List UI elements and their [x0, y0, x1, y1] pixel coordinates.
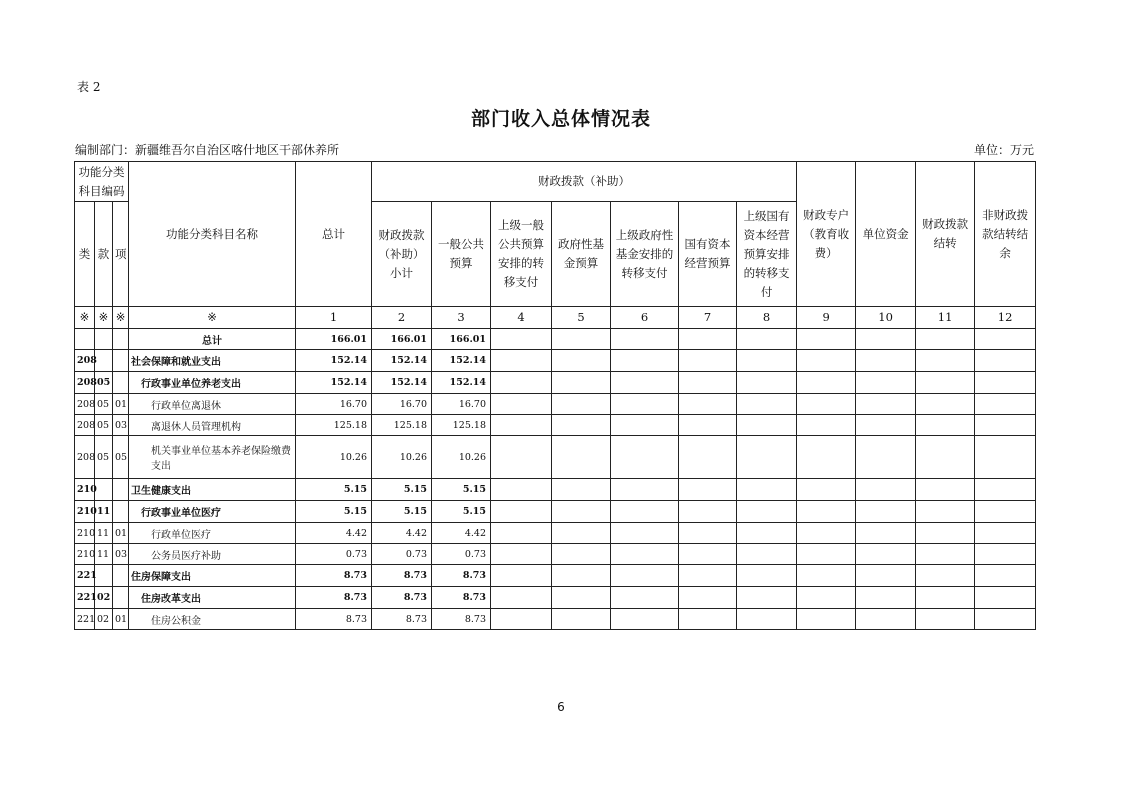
empty-cell: [491, 479, 552, 501]
code-lei-cell: 221: [75, 587, 95, 609]
code-lei-cell: 221: [75, 609, 95, 630]
empty-cell: [916, 501, 975, 523]
empty-cell: [856, 565, 916, 587]
empty-cell: [552, 565, 611, 587]
item-name-cell: 住房改革支出: [129, 587, 296, 609]
fiscal-subtotal-cell: 5.15: [372, 501, 432, 523]
marker-cell: 7: [679, 307, 737, 329]
empty-cell: [797, 501, 856, 523]
empty-cell: [737, 394, 797, 415]
empty-cell: [737, 350, 797, 372]
empty-cell: [916, 394, 975, 415]
header-lei: 类: [75, 202, 95, 307]
empty-cell: [916, 479, 975, 501]
table-row: [75, 587, 1036, 609]
header-fiscal-group: 财政拨款（补助）: [372, 162, 797, 202]
code-kuan-cell: [95, 479, 113, 501]
empty-cell: [679, 350, 737, 372]
marker-row: [75, 307, 1036, 329]
code-lei-cell: 210: [75, 479, 95, 501]
table-label: 表 2: [77, 80, 101, 94]
empty-cell: [679, 501, 737, 523]
code-kuan-cell: 05: [95, 436, 113, 479]
empty-cell: [916, 587, 975, 609]
empty-cell: [856, 415, 916, 436]
fiscal-subtotal-cell: 8.73: [372, 587, 432, 609]
header-col12: 非财政拨款结转结余: [975, 162, 1036, 307]
general-budget-cell: 0.73: [432, 544, 491, 565]
empty-cell: [856, 350, 916, 372]
fiscal-subtotal-cell: 152.14: [372, 372, 432, 394]
code-lei-cell: 208: [75, 350, 95, 372]
empty-cell: [856, 523, 916, 544]
empty-cell: [737, 479, 797, 501]
total-cell: 16.70: [296, 394, 372, 415]
table-row: [75, 501, 1036, 523]
item-name-cell: 住房公积金: [129, 609, 296, 630]
empty-cell: [491, 436, 552, 479]
empty-cell: [611, 609, 679, 630]
fiscal-subtotal-cell: 4.42: [372, 523, 432, 544]
code-kuan-cell: [95, 565, 113, 587]
general-budget-cell: 8.73: [432, 609, 491, 630]
marker-cell: ※: [113, 307, 129, 329]
marker-cell: ※: [129, 307, 296, 329]
code-xiang-cell: 03: [113, 415, 129, 436]
total-cell: 4.42: [296, 523, 372, 544]
fiscal-subtotal-cell: 125.18: [372, 415, 432, 436]
empty-cell: [916, 329, 975, 350]
table-row: [75, 372, 1036, 394]
general-budget-cell: 166.01: [432, 329, 491, 350]
general-budget-cell: 8.73: [432, 587, 491, 609]
general-budget-cell: 8.73: [432, 565, 491, 587]
empty-cell: [797, 479, 856, 501]
empty-cell: [679, 415, 737, 436]
item-name-cell: 总计: [129, 329, 296, 350]
empty-cell: [679, 394, 737, 415]
empty-cell: [679, 436, 737, 479]
marker-cell: 9: [797, 307, 856, 329]
empty-cell: [856, 394, 916, 415]
empty-cell: [737, 587, 797, 609]
empty-cell: [552, 394, 611, 415]
empty-cell: [737, 372, 797, 394]
header-col3: 一般公共预算: [432, 202, 491, 307]
code-xiang-cell: [113, 329, 129, 350]
code-kuan-cell: 05: [95, 394, 113, 415]
fiscal-subtotal-cell: 10.26: [372, 436, 432, 479]
general-budget-cell: 4.42: [432, 523, 491, 544]
item-name-cell: 行政事业单位养老支出: [129, 372, 296, 394]
marker-cell: 5: [552, 307, 611, 329]
code-kuan-cell: 11: [95, 544, 113, 565]
table-row: [75, 565, 1036, 587]
empty-cell: [975, 544, 1036, 565]
empty-cell: [491, 350, 552, 372]
code-lei-cell: [75, 329, 95, 350]
empty-cell: [737, 565, 797, 587]
code-kuan-cell: 05: [95, 372, 113, 394]
code-xiang-cell: [113, 501, 129, 523]
empty-cell: [856, 329, 916, 350]
empty-cell: [797, 523, 856, 544]
header-col9: 财政专户（教育收费）: [797, 162, 856, 307]
header-name: 功能分类科目名称: [129, 162, 296, 307]
empty-cell: [611, 329, 679, 350]
empty-cell: [611, 415, 679, 436]
item-name-cell: 行政单位离退休: [129, 394, 296, 415]
empty-cell: [491, 544, 552, 565]
empty-cell: [611, 544, 679, 565]
general-budget-cell: 152.14: [432, 350, 491, 372]
empty-cell: [552, 544, 611, 565]
code-lei-cell: 221: [75, 565, 95, 587]
header-col11: 财政拨款结转: [916, 162, 975, 307]
table-body: [75, 329, 1036, 630]
total-cell: 5.15: [296, 501, 372, 523]
empty-cell: [679, 565, 737, 587]
empty-cell: [856, 609, 916, 630]
empty-cell: [552, 479, 611, 501]
empty-cell: [797, 394, 856, 415]
table-row: [75, 415, 1036, 436]
header-total: 总计: [296, 162, 372, 307]
empty-cell: [552, 350, 611, 372]
empty-cell: [679, 523, 737, 544]
code-lei-cell: 208: [75, 436, 95, 479]
empty-cell: [797, 565, 856, 587]
empty-cell: [856, 479, 916, 501]
empty-cell: [797, 350, 856, 372]
code-kuan-cell: 11: [95, 523, 113, 544]
empty-cell: [975, 436, 1036, 479]
item-name-cell: 住房保障支出: [129, 565, 296, 587]
header-col5: 政府性基金预算: [552, 202, 611, 307]
header-kuan: 款: [95, 202, 113, 307]
code-lei-cell: 210: [75, 523, 95, 544]
empty-cell: [856, 501, 916, 523]
total-cell: 125.18: [296, 415, 372, 436]
code-lei-cell: 208: [75, 415, 95, 436]
code-xiang-cell: 01: [113, 523, 129, 544]
item-name-cell: 行政事业单位医疗: [129, 501, 296, 523]
code-kuan-cell: 02: [95, 609, 113, 630]
code-xiang-cell: [113, 565, 129, 587]
total-cell: 152.14: [296, 350, 372, 372]
general-budget-cell: 16.70: [432, 394, 491, 415]
marker-cell: 2: [372, 307, 432, 329]
marker-cell: 11: [916, 307, 975, 329]
empty-cell: [797, 436, 856, 479]
empty-cell: [975, 523, 1036, 544]
empty-cell: [975, 329, 1036, 350]
empty-cell: [975, 394, 1036, 415]
marker-cell: 3: [432, 307, 491, 329]
item-name-cell: 社会保障和就业支出: [129, 350, 296, 372]
empty-cell: [611, 479, 679, 501]
empty-cell: [737, 501, 797, 523]
table-row: [75, 479, 1036, 501]
empty-cell: [975, 609, 1036, 630]
marker-cell: 10: [856, 307, 916, 329]
marker-cell: 12: [975, 307, 1036, 329]
income-table: [74, 161, 1036, 630]
empty-cell: [797, 587, 856, 609]
empty-cell: [552, 372, 611, 394]
empty-cell: [797, 544, 856, 565]
marker-cell: ※: [95, 307, 113, 329]
empty-cell: [679, 479, 737, 501]
unit-label: 单位：万元: [973, 143, 1034, 157]
code-xiang-cell: 01: [113, 609, 129, 630]
code-kuan-cell: [95, 350, 113, 372]
item-name-cell: 行政单位医疗: [129, 523, 296, 544]
empty-cell: [552, 415, 611, 436]
header-code-group: 功能分类科目编码: [75, 162, 129, 202]
empty-cell: [737, 415, 797, 436]
empty-cell: [975, 565, 1036, 587]
general-budget-cell: 125.18: [432, 415, 491, 436]
table-row: [75, 523, 1036, 544]
code-xiang-cell: 03: [113, 544, 129, 565]
table-row: [75, 350, 1036, 372]
table-row: [75, 394, 1036, 415]
code-lei-cell: 210: [75, 544, 95, 565]
general-budget-cell: 10.26: [432, 436, 491, 479]
empty-cell: [856, 587, 916, 609]
marker-cell: 4: [491, 307, 552, 329]
empty-cell: [975, 479, 1036, 501]
empty-cell: [679, 372, 737, 394]
table-row: [75, 609, 1036, 630]
empty-cell: [737, 544, 797, 565]
empty-cell: [856, 544, 916, 565]
empty-cell: [856, 372, 916, 394]
empty-cell: [975, 415, 1036, 436]
marker-cell: ※: [75, 307, 95, 329]
empty-cell: [856, 436, 916, 479]
code-xiang-cell: [113, 372, 129, 394]
empty-cell: [916, 350, 975, 372]
code-xiang-cell: [113, 479, 129, 501]
header-col10: 单位资金: [856, 162, 916, 307]
empty-cell: [737, 609, 797, 630]
code-xiang-cell: [113, 587, 129, 609]
empty-cell: [552, 523, 611, 544]
empty-cell: [552, 501, 611, 523]
empty-cell: [737, 436, 797, 479]
code-xiang-cell: 05: [113, 436, 129, 479]
code-kuan-cell: 11: [95, 501, 113, 523]
empty-cell: [916, 523, 975, 544]
empty-cell: [797, 372, 856, 394]
header-xiang: 项: [113, 202, 129, 307]
empty-cell: [916, 415, 975, 436]
total-cell: 8.73: [296, 587, 372, 609]
marker-cell: 8: [737, 307, 797, 329]
empty-cell: [916, 565, 975, 587]
page-number: 6: [557, 700, 565, 714]
code-kuan-cell: 05: [95, 415, 113, 436]
empty-cell: [679, 587, 737, 609]
marker-cell: 1: [296, 307, 372, 329]
empty-cell: [552, 587, 611, 609]
total-cell: 8.73: [296, 609, 372, 630]
fiscal-subtotal-cell: 0.73: [372, 544, 432, 565]
code-xiang-cell: 01: [113, 394, 129, 415]
empty-cell: [916, 544, 975, 565]
table-row: [75, 329, 1036, 350]
total-cell: 8.73: [296, 565, 372, 587]
item-name-cell: 卫生健康支出: [129, 479, 296, 501]
empty-cell: [737, 329, 797, 350]
empty-cell: [611, 350, 679, 372]
empty-cell: [611, 394, 679, 415]
item-name-cell: 离退休人员管理机构: [129, 415, 296, 436]
header-col2: 财政拨款（补助）小计: [372, 202, 432, 307]
empty-cell: [491, 394, 552, 415]
fiscal-subtotal-cell: 5.15: [372, 479, 432, 501]
empty-cell: [975, 587, 1036, 609]
empty-cell: [491, 501, 552, 523]
empty-cell: [491, 372, 552, 394]
code-lei-cell: 208: [75, 394, 95, 415]
empty-cell: [975, 372, 1036, 394]
empty-cell: [552, 329, 611, 350]
empty-cell: [491, 329, 552, 350]
item-name-cell: 公务员医疗补助: [129, 544, 296, 565]
empty-cell: [975, 350, 1036, 372]
total-cell: 5.15: [296, 479, 372, 501]
total-cell: 10.26: [296, 436, 372, 479]
empty-cell: [916, 436, 975, 479]
empty-cell: [491, 609, 552, 630]
general-budget-cell: 5.15: [432, 501, 491, 523]
department-label: 编制部门：新疆维吾尔自治区喀什地区干部休养所: [75, 143, 340, 157]
code-kuan-cell: [95, 329, 113, 350]
table-header: [75, 162, 1036, 329]
total-cell: 152.14: [296, 372, 372, 394]
fiscal-subtotal-cell: 8.73: [372, 565, 432, 587]
fiscal-subtotal-cell: 166.01: [372, 329, 432, 350]
empty-cell: [491, 587, 552, 609]
fiscal-subtotal-cell: 16.70: [372, 394, 432, 415]
empty-cell: [679, 609, 737, 630]
code-lei-cell: 210: [75, 501, 95, 523]
item-name-cell: 机关事业单位基本养老保险缴费支出: [129, 436, 296, 479]
code-lei-cell: 208: [75, 372, 95, 394]
total-cell: 166.01: [296, 329, 372, 350]
empty-cell: [611, 523, 679, 544]
empty-cell: [916, 609, 975, 630]
table-row: [75, 544, 1036, 565]
code-xiang-cell: [113, 350, 129, 372]
general-budget-cell: 152.14: [432, 372, 491, 394]
empty-cell: [552, 609, 611, 630]
empty-cell: [491, 415, 552, 436]
header-col4: 上级一般公共预算安排的转移支付: [491, 202, 552, 307]
empty-cell: [611, 436, 679, 479]
empty-cell: [679, 329, 737, 350]
code-kuan-cell: 02: [95, 587, 113, 609]
empty-cell: [491, 523, 552, 544]
fiscal-subtotal-cell: 152.14: [372, 350, 432, 372]
empty-cell: [611, 501, 679, 523]
empty-cell: [611, 565, 679, 587]
empty-cell: [797, 415, 856, 436]
empty-cell: [737, 523, 797, 544]
empty-cell: [611, 587, 679, 609]
empty-cell: [611, 372, 679, 394]
general-budget-cell: 5.15: [432, 479, 491, 501]
table-row: [75, 436, 1036, 479]
empty-cell: [491, 565, 552, 587]
empty-cell: [797, 609, 856, 630]
page-title: 部门收入总体情况表: [470, 108, 651, 130]
marker-cell: 6: [611, 307, 679, 329]
empty-cell: [975, 501, 1036, 523]
fiscal-subtotal-cell: 8.73: [372, 609, 432, 630]
total-cell: 0.73: [296, 544, 372, 565]
empty-cell: [797, 329, 856, 350]
empty-cell: [552, 436, 611, 479]
empty-cell: [916, 372, 975, 394]
header-col8: 上级国有资本经营预算安排的转移支付: [737, 202, 797, 307]
empty-cell: [679, 544, 737, 565]
header-col6: 上级政府性基金安排的转移支付: [611, 202, 679, 307]
header-col7: 国有资本经营预算: [679, 202, 737, 307]
